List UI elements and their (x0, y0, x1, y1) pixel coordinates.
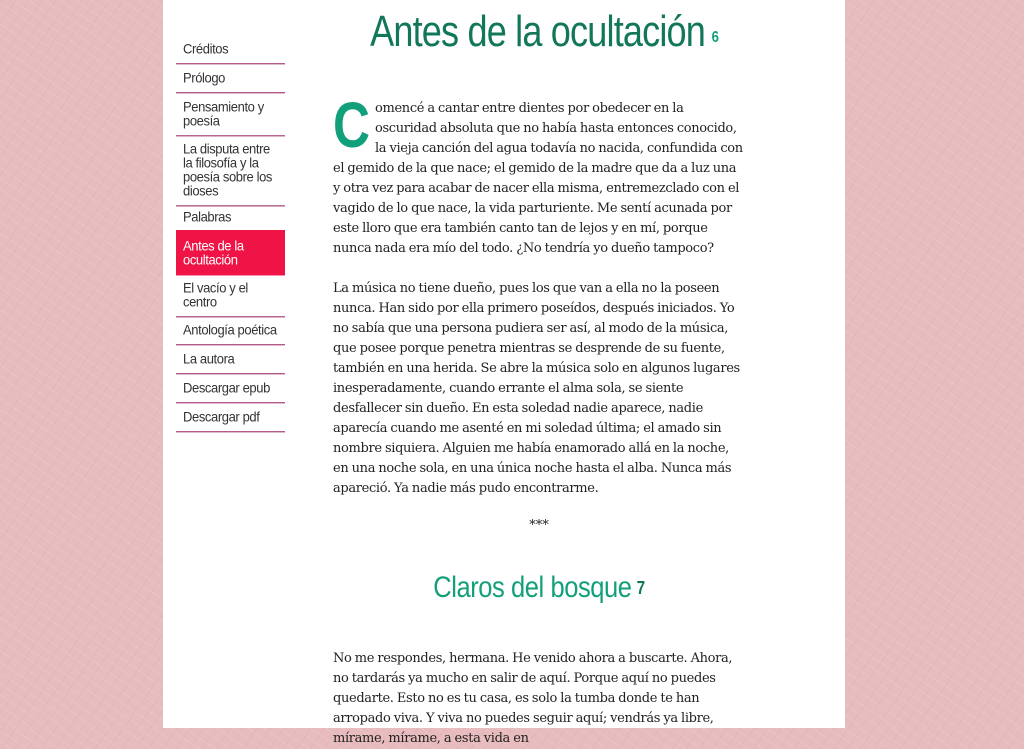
sidebar-item-la-autora[interactable]: La autora (176, 343, 285, 374)
page-title-text: Antes de la ocultación (370, 7, 706, 56)
footnote-ref-6[interactable]: 6 (711, 29, 719, 46)
sidebar-item-descargar-epub[interactable]: Descargar epub (176, 372, 285, 403)
paragraph-1 (333, 89, 745, 259)
section-subtitle-text: Claros del bosque (433, 571, 632, 604)
page-container (163, 0, 845, 746)
sidebar-nav (176, 33, 285, 430)
paragraph-3: No me respondes, hermana. He venido ahora a buscarte. Ahora, no tardarás ya mucho en salir de aquí. Porque aquí no puedes quedarte. Esto no es tu casa, es solo la tumba donde te han arropado viva. Y viva no puedes seguir aquí; vendrás ya libre, mírame, mírame, a esta vida en (333, 651, 733, 746)
sidebar-item-descargar-pdf[interactable]: Descargar pdf (176, 401, 285, 432)
drop-cap: C (333, 89, 370, 161)
footnote-ref-7[interactable]: 7 (636, 578, 645, 598)
page-title (370, 4, 719, 60)
sidebar-item-antologia-poetica[interactable]: Antología poética (176, 314, 285, 345)
sidebar-item-prologo[interactable]: Prólogo (176, 62, 285, 93)
section-separator: *** (529, 518, 549, 533)
sidebar-item-el-vacio-y-el-centro[interactable]: El vacío y el centro (176, 272, 285, 317)
main-content (333, 0, 745, 746)
paragraph-2: La música no tiene dueño, pues los que van a ella no la poseen nunca. Han sido por ella primero poseídos, después iniciados. Yo no sabía que una persona pudiera ser así, al modo de la música, que posee porque penetra mientras se desprende de su fuente, también en una herida. Se abre la música solo en algunos lugares inesperadamente, cuando errante el alma sola, se siente desfallecer sin dueño. En esta soledad nadie aparece, nadie aparecía cuando me asenté en mi soledad última; el amado sin nombre siquiera. Alguien me había enamorado allá en la noche, en una noche sola, en una única noche hasta el alba. Nunca más apareció. Ya nadie más pudo encontrarme. (333, 281, 740, 496)
sidebar-item-antes-de-la-ocultacion[interactable]: Antes de la ocultación (176, 230, 285, 275)
sidebar-item-pensamiento-y-poesia[interactable]: Pensamiento y poesía (176, 91, 285, 136)
sidebar-item-la-disputa[interactable]: La disputa entre la filosofía y la poesía sobre los dioses (176, 133, 285, 206)
paragraph-1-text: omencé a cantar entre dientes por obedecer en la oscuridad absoluta que no había hasta entonces conocido, la vieja canción del agua todavía no nacida, confundida con el gemido de la que nace; el gemido de la madre que da a luz una y otra vez para acabar de nacer ella misma, entremezclado con el vagido de lo que nace, la vida parturiente. Me sentí acunada por este lloro que era también canto tan de lejos y en mí, porque nunca nada era mío del todo. ¿No tendría yo dueño tampoco? (333, 101, 743, 256)
section-subtitle (364, 566, 714, 610)
sidebar-item-creditos[interactable]: Créditos (176, 33, 285, 64)
sidebar-item-palabras[interactable]: Palabras (176, 201, 285, 232)
